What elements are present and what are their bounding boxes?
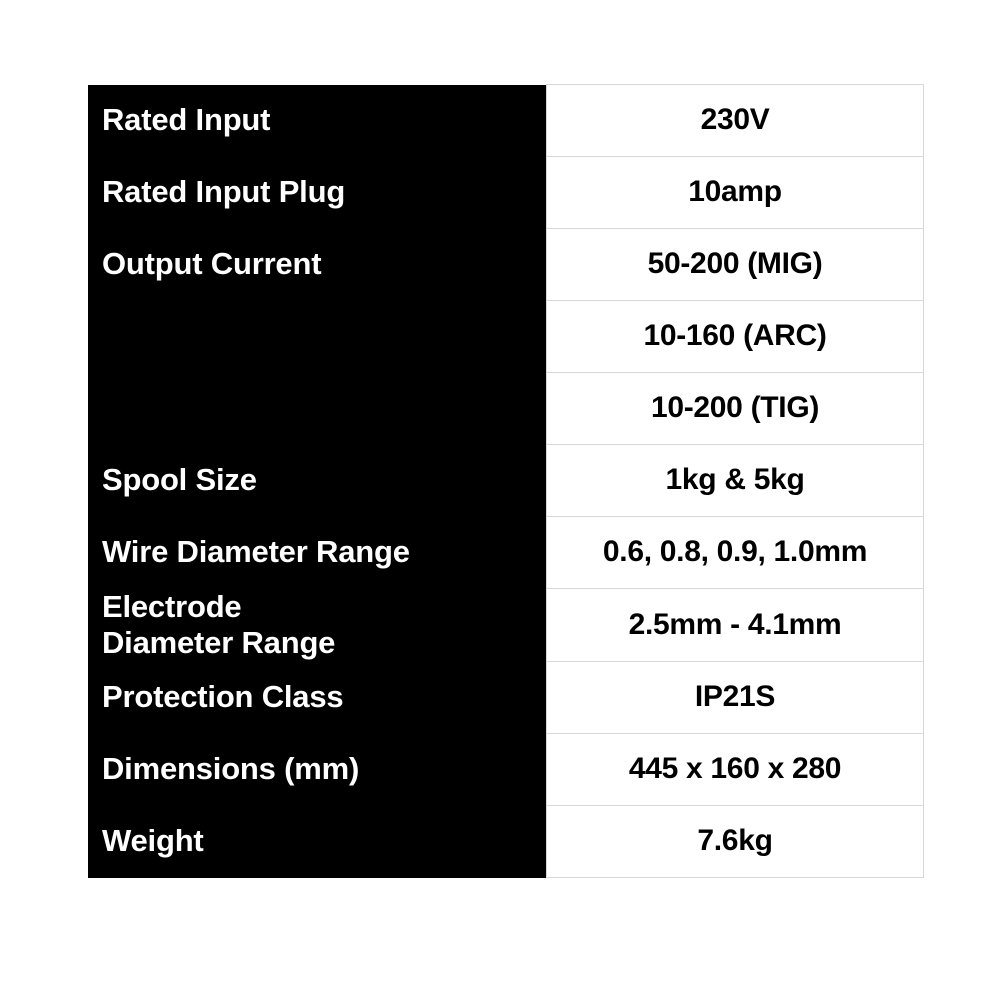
- spec-value-cell: IP21S: [547, 662, 924, 734]
- spec-value-cell: 1kg & 5kg: [547, 445, 924, 517]
- spec-label-cell: [88, 517, 547, 589]
- table-row: [88, 589, 924, 662]
- table-row: [88, 445, 924, 517]
- spec-value-cell: 230V: [547, 85, 924, 157]
- spec-label-text: Electrode: [102, 588, 242, 624]
- table-row: [88, 517, 924, 589]
- spec-label-text: Output Current: [102, 246, 322, 282]
- spec-label-cell: [88, 229, 547, 301]
- spec-value-cell: 10-200 (TIG): [547, 373, 924, 445]
- table-row: [88, 301, 924, 373]
- spec-value-cell: 0.6, 0.8, 0.9, 1.0mm: [547, 517, 924, 589]
- spec-value-cell: 10-160 (ARC): [547, 301, 924, 373]
- spec-value-cell: 50-200 (MIG): [547, 229, 924, 301]
- spec-label-text: Rated Input: [102, 102, 271, 138]
- table-row: [88, 157, 924, 229]
- specifications-table-body: [88, 85, 924, 878]
- spec-label-text: Protection Class: [102, 679, 344, 715]
- spec-label-text: Diameter Range: [102, 625, 336, 661]
- spec-label-cell: [88, 301, 547, 373]
- spec-label-text: Rated Input Plug: [102, 174, 346, 210]
- spec-label-cell: [88, 157, 547, 229]
- table-row: [88, 85, 924, 157]
- spec-value-cell: 445 x 160 x 280: [547, 734, 924, 806]
- spec-label-text: Dimensions (mm): [102, 751, 360, 787]
- table-row: [88, 806, 924, 878]
- spec-label-cell: [88, 734, 547, 806]
- spec-value-cell: 2.5mm - 4.1mm: [547, 589, 924, 662]
- table-row: [88, 662, 924, 734]
- table-row: [88, 229, 924, 301]
- spec-label-cell: [88, 445, 547, 517]
- spec-label-text: Spool Size: [102, 462, 257, 498]
- spec-label-cell: [88, 85, 547, 157]
- spec-label-text: Wire Diameter Range: [102, 534, 410, 570]
- spec-value-cell: 7.6kg: [547, 806, 924, 878]
- spec-value-cell: 10amp: [547, 157, 924, 229]
- spec-label-cell: [88, 806, 547, 878]
- specifications-table: [88, 84, 924, 878]
- table-row: [88, 734, 924, 806]
- spec-label-cell: [88, 662, 547, 734]
- spec-label-text: Weight: [102, 823, 204, 859]
- spec-label-cell: [88, 373, 547, 445]
- spec-label-cell: [88, 589, 547, 662]
- table-row: [88, 373, 924, 445]
